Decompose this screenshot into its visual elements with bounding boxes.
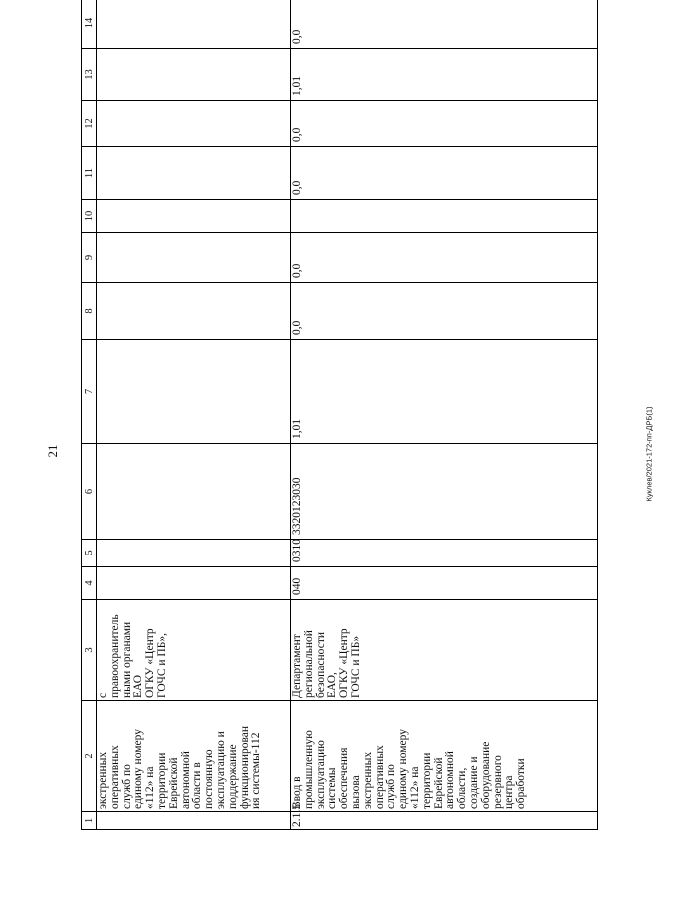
header-cell: 5 xyxy=(82,540,97,567)
table-cell xyxy=(97,233,291,283)
document-side-note: Куклев/2021-172-пп-ДРБ(1) xyxy=(644,406,654,502)
header-cell: 2 xyxy=(82,701,97,812)
table-cell: экстренных оперативных служб по единому номеру «112» на территории Еврейской автономной области в постоянную эксплуатацию и поддержание функционирован ия системы-112 xyxy=(97,701,291,812)
table-cell: 0,0 xyxy=(291,233,598,283)
table-cell xyxy=(97,147,291,200)
table-cell: 0,0 xyxy=(291,147,598,200)
table-cell xyxy=(97,283,291,340)
rotated-table xyxy=(81,17,594,830)
table-cell xyxy=(291,200,598,233)
table-cell: 1,01 xyxy=(291,49,598,101)
table-header-row xyxy=(82,0,97,830)
table-cell xyxy=(97,49,291,101)
table-cell xyxy=(97,812,291,830)
table-cell xyxy=(97,540,291,567)
table-cell xyxy=(97,444,291,540)
header-cell: 14 xyxy=(82,0,97,49)
table-cell: Ввод в промышленную эксплуатацию системы обеспечения вызова экстренных оперативных служб по единому номеру «112» на территории Еврейской автономной области, создание и оборудование резервного центра обработки xyxy=(291,701,598,812)
header-cell: 4 xyxy=(82,567,97,600)
budget-table xyxy=(81,0,598,830)
table-cell: 0310 xyxy=(291,540,598,567)
table-cell: 0,0 xyxy=(291,283,598,340)
header-cell: 6 xyxy=(82,444,97,540)
table-cell xyxy=(97,0,291,49)
table-cell: 1,01 xyxy=(291,340,598,444)
table-cell xyxy=(97,101,291,147)
row-number-cell: 2.1.5 xyxy=(291,812,598,830)
table-container xyxy=(81,17,594,830)
table-row xyxy=(291,0,598,830)
table-cell: 3320123030 xyxy=(291,444,598,540)
header-cell: 8 xyxy=(82,283,97,340)
page-number: 21 xyxy=(45,444,60,458)
header-cell: 11 xyxy=(82,147,97,200)
table-cell: с правоохранитель ными органами ЕАО ОГКУ «Центр ГОЧС и ПБ», xyxy=(97,600,291,701)
table-cell: Департамент региональной безопасности ЕАО, ОГКУ «Центр ГОЧС и ПБ» xyxy=(291,600,598,701)
header-cell: 7 xyxy=(82,340,97,444)
table-cell: 0,0 xyxy=(291,101,598,147)
table-cell xyxy=(97,340,291,444)
header-cell: 12 xyxy=(82,101,97,147)
table-cell xyxy=(97,567,291,600)
table-cell: 040 xyxy=(291,567,598,600)
table-cell: 0,0 xyxy=(291,0,598,49)
header-cell: 1 xyxy=(82,812,97,830)
table-row xyxy=(97,0,291,830)
table-cell xyxy=(97,200,291,233)
header-cell: 10 xyxy=(82,200,97,233)
header-cell: 9 xyxy=(82,233,97,283)
header-cell: 13 xyxy=(82,49,97,101)
header-cell: 3 xyxy=(82,600,97,701)
